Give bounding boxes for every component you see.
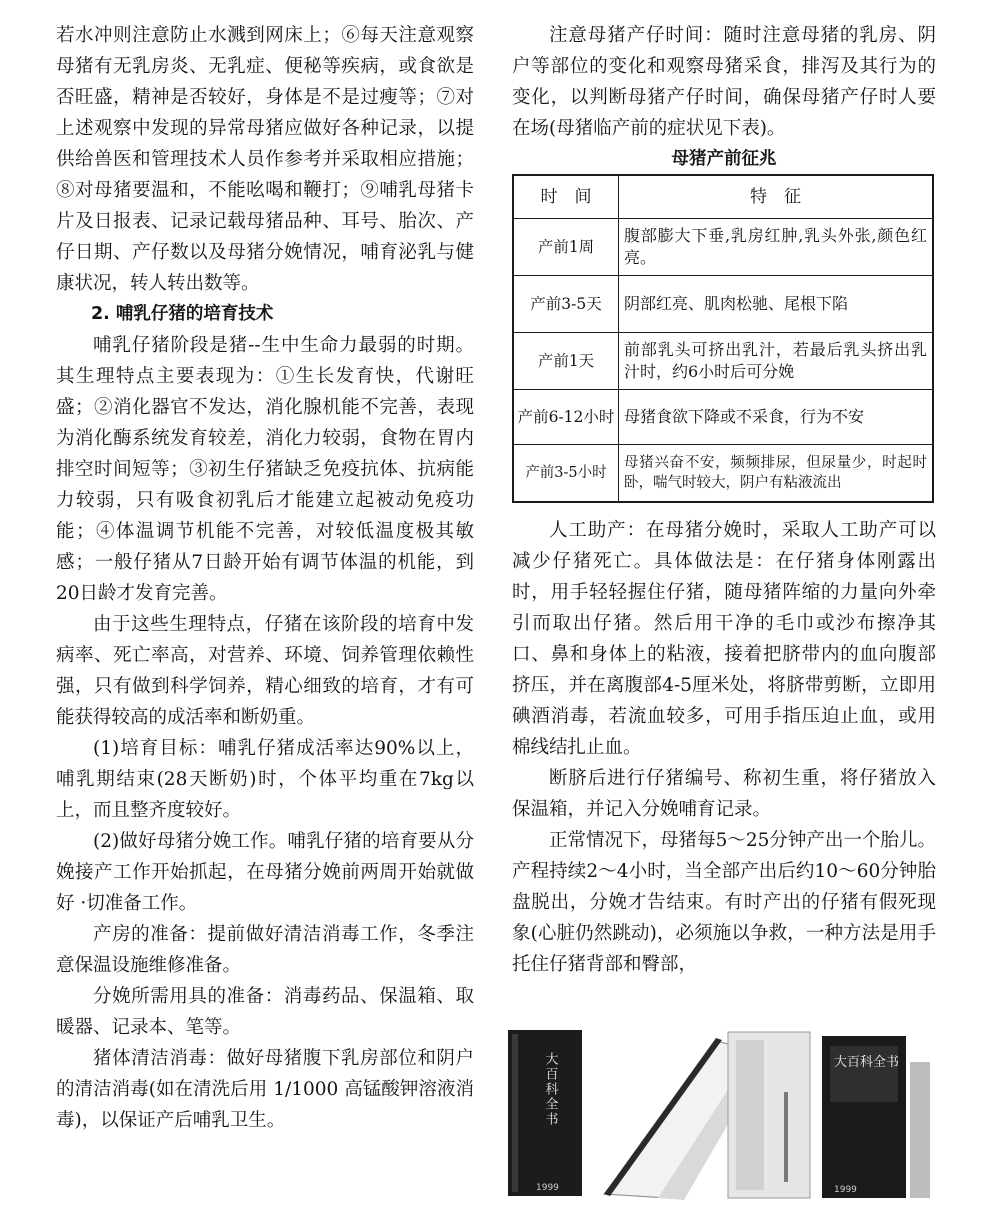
paragraph: 由于这些生理特点，仔猪在该阶段的培育中发病率、死亡率高，对营养、环境、饲养管理依赖性强，只有做到科学饲养，精心细致的培育，才有可能获得较高的成活率和断奶重。 — [56, 614, 474, 728]
feature-cell: 阴部红亮、肌肉松驰、尾根下陷 — [619, 276, 934, 333]
paragraph: 产房的准备：提前做好清洁消毒工作，冬季注意保温设施维修准备。 — [56, 924, 474, 976]
table-header-row — [513, 175, 933, 219]
time-cell: 产前3-5小时 — [513, 445, 619, 503]
right-column — [512, 20, 936, 980]
paragraph: (1)培育目标：哺乳仔猪成活率达90%以上，哺乳期结束(28天断奶)时，个体平均重在7kg以上，而且整齐度较好。 — [56, 738, 474, 821]
paragraph: 断脐后进行仔猪编号、称初生重，将仔猪放入保温箱，并记入分娩哺育记录。 — [512, 768, 936, 820]
book-right-year: 1999 — [834, 1185, 857, 1195]
paragraph: 正常情况下，母猪每5～25分钟产出一个胎儿。产程持续2～4小时，当全部产出后约10～60分钟胎盘脱出，分娩才告结束。有时产出的仔猪有假死现象(心脏仍然跳动)，必须施以争救，一种方法是用手托住仔猪背部和臀部， — [512, 830, 936, 975]
header-time: 时 间 — [513, 175, 619, 219]
book-left-title: 大百科全书 — [542, 1052, 558, 1127]
feature-cell: 母猪兴奋不安，频频排尿，但尿量少，时起时卧，喘气时较大，阴户有粘液流出 — [619, 445, 934, 503]
book-left-year: 1999 — [536, 1183, 559, 1193]
paragraph: 若水冲则注意防止水溅到网床上；⑥每天注意观察母猪有无乳房炎、无乳症、便秘等疾病，或食欲是否旺盛，精神是否较好，身体是不是过瘦等；⑦对上述观察中发现的异常母猪应做好各种记录，以提供给兽医和管理技术人员作参考并采取相应措施；⑧对母猪要温和，不能吆喝和鞭打；⑨哺乳母猪卡片及日报表、记录记载母猪品种、耳号、胎次、产仔日期、产仔数以及母猪分娩情况，哺育泌乳与健康状况，转人转出数等。 — [56, 25, 474, 294]
section-heading: 2. 哺乳仔猪的培育技术 — [91, 304, 274, 324]
book-left-highlight — [512, 1034, 518, 1192]
paragraph: 哺乳仔猪阶段是猪--生中生命力最弱的时期。其生理特点主要表现为：①生长发育快，代谢旺盛；②消化器官不发达，消化腺机能不完善，表现为消化酶系统发育较差，消化力较弱，食物在胃内排空时间短等；③初生仔猪缺乏免疫抗体、抗病能力较弱，只有吸食初乳后才能建立起被动免疫功能；④体温调节机能不完善，对较低温度极其敏感；一般仔猪从7日龄开始有调节体温的机能，到20日龄才发育完善。 — [56, 335, 474, 604]
book-right-edge — [910, 1062, 930, 1198]
paragraph: (2)做好母猪分娩工作。哺乳仔猪的培育要从分娩接产工作开始抓起，在母猪分娩前两周开始就做好 ·切准备工作。 — [56, 831, 474, 914]
time-cell: 产前1天 — [513, 333, 619, 390]
paragraph: 猪体清洁消毒：做好母猪腹下乳房部位和阴户的清洁消毒(如在清洗后用 1/1000 高锰酸钾溶液消毒)，以保证产后哺乳卫生。 — [56, 1048, 474, 1131]
time-cell: 产前6-12小时 — [513, 390, 619, 445]
table-row — [513, 445, 933, 503]
prenatal-signs-table — [512, 174, 934, 503]
time-cell: 产前1周 — [513, 219, 619, 276]
book-right-title: 大百科全书 — [834, 1055, 900, 1070]
book-middle-dots — [784, 1092, 788, 1182]
paragraph: 分娩所需用具的准备：消毒药品、保温箱、取暖器、记录本、笔等。 — [56, 986, 474, 1038]
table-row — [513, 333, 933, 390]
left-column — [56, 20, 474, 1136]
feature-cell: 腹部膨大下垂,乳房红肿,乳头外张,颜色红亮。 — [619, 219, 934, 276]
feature-cell: 前部乳头可挤出乳汁，若最后乳头挤出乳汁时，约6小时后可分娩 — [619, 333, 934, 390]
table-row — [513, 276, 933, 333]
table-title: 母猪产前征兆 — [671, 149, 777, 169]
table-row — [513, 390, 933, 445]
book-middle-spine — [736, 1040, 764, 1190]
table-row — [513, 219, 933, 276]
feature-cell: 母猪食欲下降或不采食，行为不安 — [619, 390, 934, 445]
header-feature: 特 征 — [619, 175, 934, 219]
paragraph: 人工助产：在母猪分娩时，采取人工助产可以减少仔猪死亡。具体做法是：在仔猪身体刚露出时，用手轻轻握住仔猪，随母猪阵缩的力量向外牵引而取出仔猪。然后用干净的毛巾或沙布擦净其口、鼻和身体上的粘液，接着把脐带内的血向腹部挤压，并在离腹部4-5厘米处，将脐带剪断，立即用碘酒消毒，若流血较多，可用手指压迫止血，或用棉线结扎止血。 — [512, 520, 936, 758]
encyclopedia-books-image — [508, 1022, 934, 1202]
paragraph: 注意母猪产仔时间：随时注意母猪的乳房、阴户等部位的变化和观察母猪采食，排泻及其行为的变化，以判断母猪产仔时间，确保母猪产仔时人要在场(母猪临产前的症状见下表)。 — [512, 25, 936, 139]
books-illustration — [508, 1022, 934, 1202]
time-cell: 产前3-5天 — [513, 276, 619, 333]
